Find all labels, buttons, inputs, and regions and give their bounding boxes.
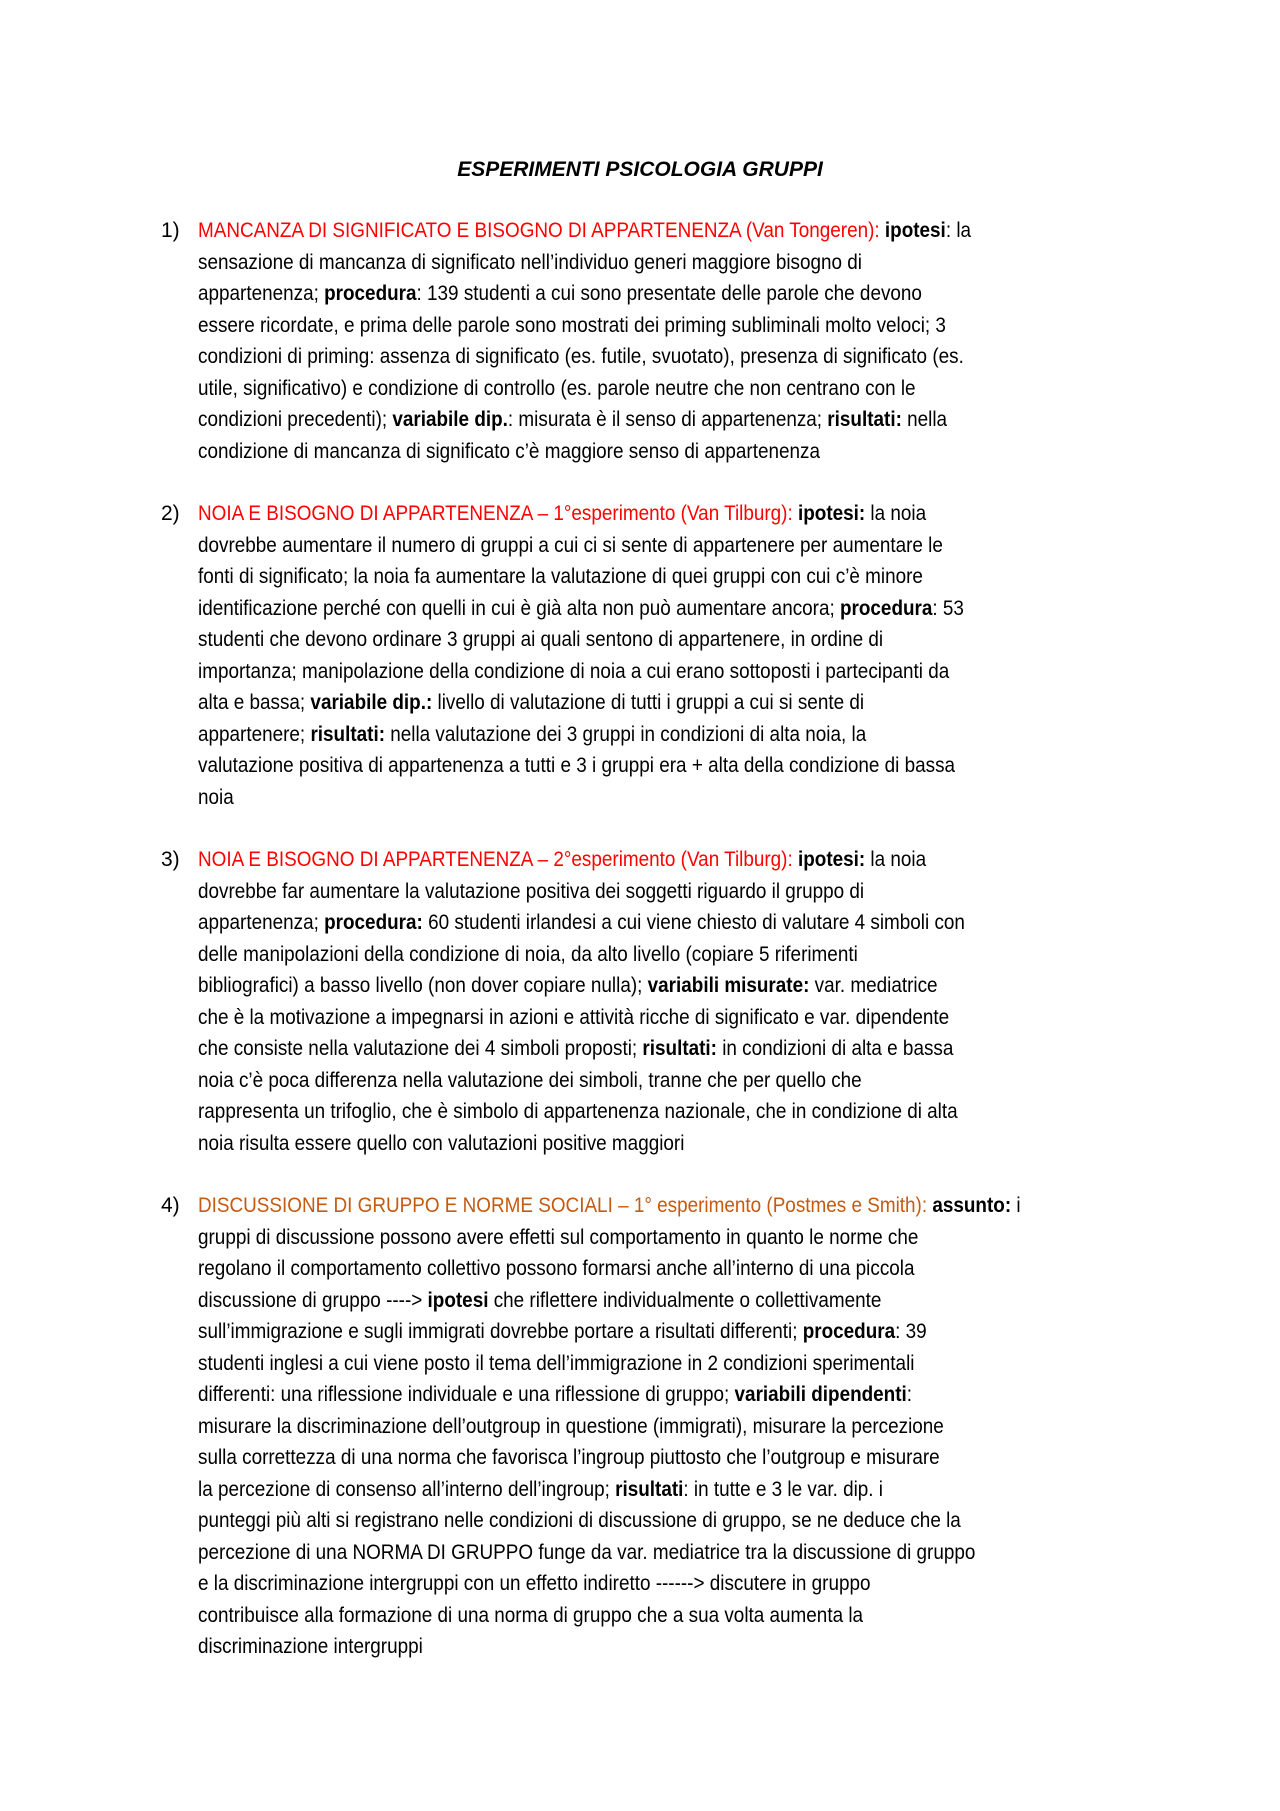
text-line <box>198 1505 1064 1537</box>
body-text: studenti inglesi a cui viene posto il tema dell’immigrazione in 2 condizioni sperimentali <box>198 1351 915 1375</box>
text-line <box>198 687 1064 719</box>
text-line <box>198 624 1064 656</box>
body-text: nella valutazione dei 3 gruppi in condizioni di alta noia, la <box>385 722 867 746</box>
body-text: : 53 <box>932 596 964 620</box>
text-line <box>198 310 1064 342</box>
body-text: gruppi di discussione possono avere effetti sul comportamento in quanto le norme che <box>198 1225 919 1249</box>
body-text: condizione di mancanza di significato c’è maggiore senso di appartenenza <box>198 439 820 463</box>
bold-label: risultati: <box>642 1037 717 1060</box>
body-text: : <box>906 1383 913 1406</box>
body-text: i <box>1011 1194 1021 1217</box>
bold-label: procedura <box>839 596 933 620</box>
body-text: alta e bassa; <box>198 691 311 714</box>
text-line <box>198 876 1064 908</box>
body-text: che consiste nella valutazione dei 4 simboli proposti; <box>198 1037 643 1060</box>
body-text: rappresenta un trifoglio, che è simbolo di appartenenza nazionale, che in condizione di alta <box>198 1100 958 1123</box>
bold-label: procedura <box>802 1320 896 1343</box>
text-line <box>198 970 1064 1002</box>
body-text: appartenere; <box>198 722 311 746</box>
body-text: identificazione perché con quelli in cui è già alta non può aumentare ancora; <box>198 596 840 620</box>
text-line <box>198 404 1064 436</box>
bold-label: variabili dipendenti <box>734 1383 907 1406</box>
text-line <box>198 1568 1064 1600</box>
text-line <box>198 1222 1064 1254</box>
text-line <box>198 1285 1064 1317</box>
text-line <box>198 1600 1064 1632</box>
text-line <box>198 656 1064 688</box>
bold-label: assunto: <box>932 1194 1012 1217</box>
body-text: : 139 studenti a cui sono presentate delle parole che devono <box>416 282 922 305</box>
body-text: : misurata è il senso di appartenenza; <box>507 408 828 431</box>
body-text: nella <box>901 408 948 431</box>
text-line <box>198 907 1064 939</box>
text-line <box>198 1096 1064 1128</box>
text-line <box>198 1537 1064 1569</box>
text-line <box>198 1316 1064 1348</box>
experiment-heading: DISCUSSIONE DI GRUPPO E NORME SOCIALI – 1° esperimento (Postmes e Smith): <box>198 1194 933 1217</box>
body-text: importanza; manipolazione della condizione di noia a cui erano sottoposti i partecipanti da <box>198 659 950 683</box>
body-text: noia <box>198 785 234 809</box>
body-text: essere ricordate, e prima delle parole sono mostrati dei priming subliminali molto veloci; 3 <box>198 313 946 337</box>
body-text: condizioni precedenti); <box>198 408 393 431</box>
body-text: noia risulta essere quello con valutazioni positive maggiori <box>198 1131 685 1155</box>
body-text: in condizioni di alta e bassa <box>716 1037 954 1060</box>
body-text: livello di valutazione di tutti i gruppi a cui si sente di <box>432 691 865 714</box>
body-text: condizioni di priming: assenza di significato (es. futile, svuotato), presenza di significato (es. <box>198 345 964 368</box>
body-text: la noia <box>865 502 927 525</box>
body-text: misurare la discriminazione dell’outgroup in questione (immigrati), misurare la percezione <box>198 1414 944 1438</box>
bold-label: risultati <box>615 1477 684 1501</box>
text-line <box>198 719 1064 751</box>
text-line <box>198 1474 1064 1506</box>
list-number: 3) <box>161 848 180 871</box>
text-line <box>198 593 1064 625</box>
body-text: sulla correttezza di una norma che favorisca l’ingroup piuttosto che l’outgroup e misurare <box>198 1446 940 1469</box>
text-line <box>198 341 1064 373</box>
text-line <box>198 1411 1064 1443</box>
bold-label: ipotesi <box>427 1288 489 1312</box>
body-text: regolano il comportamento collettivo possono formarsi anche all’interno di una piccola <box>198 1257 915 1280</box>
body-text: discriminazione intergruppi <box>198 1635 423 1658</box>
body-text: discussione di gruppo ----> <box>198 1288 428 1312</box>
body-text: utile, significativo) e condizione di controllo (es. parole neutre che non centrano con le <box>198 376 916 400</box>
text-line <box>198 247 1064 279</box>
bold-label: ipotesi: <box>797 502 866 525</box>
text-line <box>198 1065 1064 1097</box>
body-text: bibliografici) a basso livello (non dover copiare nulla); <box>198 974 648 997</box>
body-text: sull’immigrazione e sugli immigrati dovrebbe portare a risultati differenti; <box>198 1320 803 1343</box>
body-text: studenti che devono ordinare 3 gruppi ai quali sentono di appartenere, in ordine di <box>198 628 884 651</box>
body-text: delle manipolazioni della condizione di noia, da alto livello (copiare 5 riferimenti <box>198 942 858 966</box>
body-text: : 39 <box>895 1320 927 1343</box>
body-text: la noia <box>865 848 927 871</box>
bold-label: ipotesi <box>884 219 946 242</box>
body-text: e la discriminazione intergruppi con un effetto indiretto ------> discutere in gruppo <box>198 1572 871 1595</box>
text-line <box>198 750 1064 782</box>
text-line <box>198 1253 1064 1285</box>
body-text: noia c’è poca differenza nella valutazione dei simboli, tranne che per quello che <box>198 1068 862 1092</box>
text-line <box>198 939 1064 971</box>
text-line <box>198 782 1064 814</box>
text-line <box>198 215 1064 247</box>
text-line <box>198 561 1064 593</box>
body-text: la percezione di consenso all’interno dell’ingroup; <box>198 1477 616 1501</box>
body-text: sensazione di mancanza di significato nell’individuo generi maggiore bisogno di <box>198 250 863 274</box>
body-text: var. mediatrice <box>809 974 938 997</box>
experiment-heading: MANCANZA DI SIGNIFICATO E BISOGNO DI APPARTENENZA (Van Tongeren): <box>198 219 885 242</box>
text-line <box>198 1631 1064 1663</box>
paragraph <box>198 844 1160 1159</box>
body-text: fonti di significato; la noia fa aumentare la valutazione di quei gruppi con cui c’è minore <box>198 565 923 588</box>
text-line <box>198 1379 1064 1411</box>
body-text: : la <box>945 219 972 242</box>
bold-label: procedura <box>324 282 417 305</box>
bold-label: ipotesi: <box>797 848 866 871</box>
body-text: dovrebbe far aumentare la valutazione positiva dei soggetti riguardo il gruppo di <box>198 879 865 903</box>
text-line <box>198 373 1064 405</box>
list-number: 1) <box>161 219 180 242</box>
body-text: 60 studenti irlandesi a cui viene chiesto di valutare 4 simboli con <box>422 911 965 934</box>
document-title: ESPERIMENTI PSICOLOGIA GRUPPI <box>457 158 823 181</box>
body-text: che è la motivazione a impegnarsi in azioni e attività ricche di significato e var. dipendente <box>198 1005 950 1029</box>
text-line <box>198 1190 1064 1222</box>
body-text: contribuisce alla formazione di una norma di gruppo che a sua volta aumenta la <box>198 1603 864 1627</box>
text-line <box>198 1442 1064 1474</box>
bold-label: variabile dip.: <box>310 691 433 714</box>
body-text: percezione di una NORMA DI GRUPPO funge da var. mediatrice tra la discussione di gruppo <box>198 1540 976 1564</box>
text-line <box>198 1348 1064 1380</box>
body-text: appartenenza; <box>198 911 325 934</box>
bold-label: risultati: <box>827 408 902 431</box>
body-text: punteggi più alti si registrano nelle condizioni di discussione di gruppo, se ne deduce che la <box>198 1509 961 1532</box>
bold-label: variabile dip. <box>392 408 508 431</box>
experiment-heading: NOIA E BISOGNO DI APPARTENENZA – 2°esperimento (Van Tilburg): <box>198 848 798 871</box>
text-line <box>198 436 1064 468</box>
text-line <box>198 1128 1064 1160</box>
paragraph <box>198 1190 1160 1663</box>
text-line <box>198 1033 1064 1065</box>
body-text: dovrebbe aumentare il numero di gruppi a cui ci si sente di appartenere per aumentare le <box>198 533 943 557</box>
body-text: : in tutte e 3 le var. dip. i <box>683 1477 884 1501</box>
body-text: che riflettere individualmente o collettivamente <box>488 1288 882 1312</box>
bold-label: procedura: <box>324 911 423 934</box>
text-line <box>198 498 1064 530</box>
list-number: 4) <box>161 1194 180 1217</box>
text-line <box>198 278 1064 310</box>
body-text: appartenenza; <box>198 282 325 305</box>
paragraph <box>198 498 1160 813</box>
text-line <box>198 844 1064 876</box>
list-number: 2) <box>161 502 180 525</box>
body-text: differenti: una riflessione individuale e una riflessione di gruppo; <box>198 1383 735 1406</box>
body-text: valutazione positiva di appartenenza a tutti e 3 i gruppi era + alta della condizione di bassa <box>198 754 956 777</box>
text-line <box>198 1002 1064 1034</box>
bold-label: variabili misurate: <box>647 974 810 997</box>
paragraph <box>198 215 1160 467</box>
experiment-heading: NOIA E BISOGNO DI APPARTENENZA – 1°esperimento (Van Tilburg): <box>198 502 798 525</box>
bold-label: risultati: <box>310 722 386 746</box>
text-line <box>198 530 1064 562</box>
